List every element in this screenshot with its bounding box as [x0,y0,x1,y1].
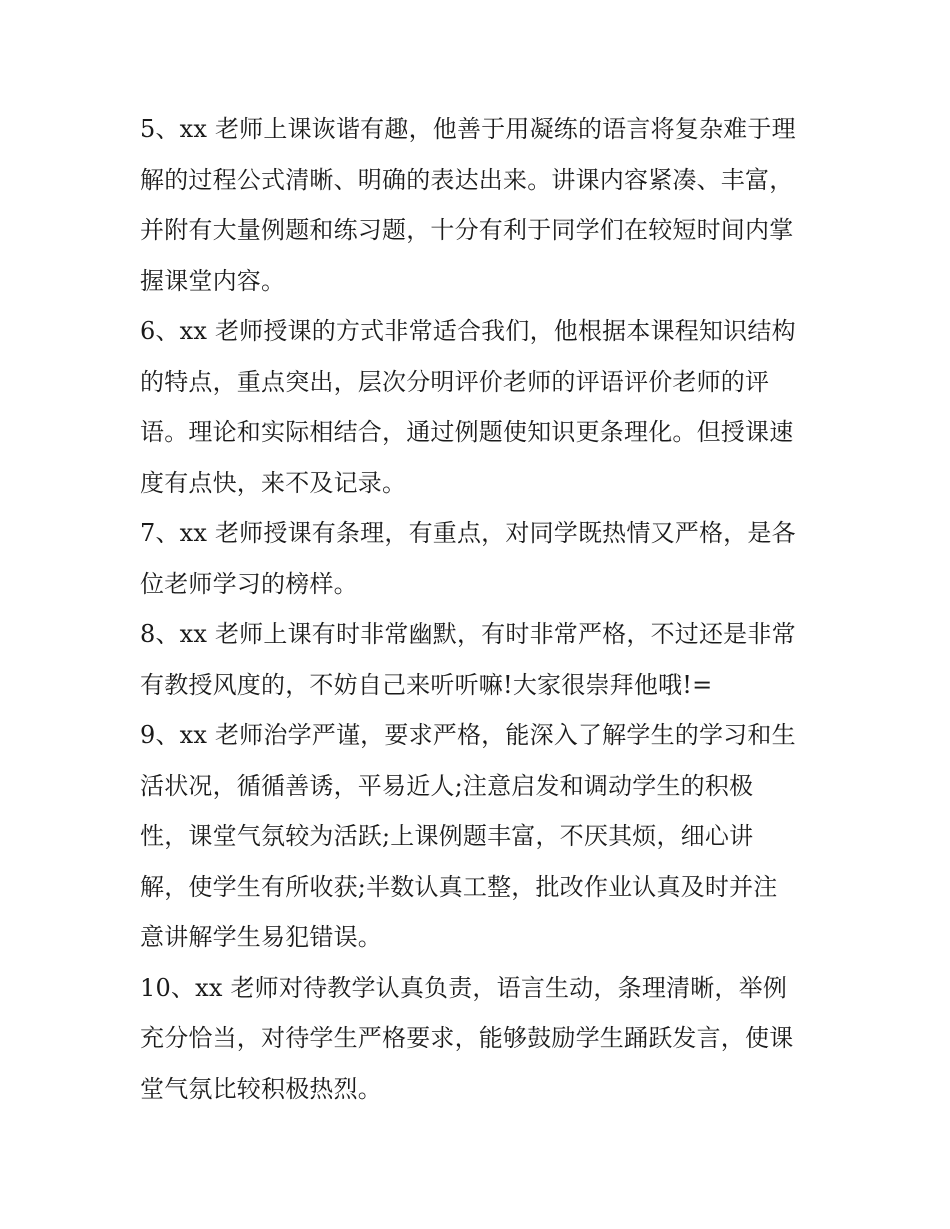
text-line: 10、xx 老师对待教学认真负责，语言生动，条理清晰，举例 [140,973,788,1002]
text-line: 解的过程公式清晰、明确的表达出来。讲课内容紧凑、丰富， [140,165,794,194]
document-body [140,104,820,1114]
paragraph-9 [140,710,820,963]
text-line: 有教授风度的，不妨自己来听听嘛!大家很崇拜他哦!= [140,670,713,699]
text-line: 8、xx 老师上课有时非常幽默，有时非常严格，不过还是非常 [140,620,796,648]
text-line: 语。理论和实际相结合，通过例题使知识更条理化。但授课速 [140,418,794,446]
paragraph-7 [140,508,820,609]
text-line: 度有点快，来不及记录。 [140,468,407,497]
text-line: 9、xx 老师治学严谨，要求严格，能深入了解学生的学习和生 [140,721,796,749]
text-line: 7、xx 老师授课有条理，有重点，对同学既热情又严格，是各 [140,519,796,547]
text-line: 解，使学生有所收获;半数认真工整，批改作业认真及时并注 [140,872,778,901]
text-line: 位老师学习的榜样。 [140,569,358,598]
text-line: 意讲解学生易犯错误。 [140,923,382,951]
text-line: 充分恰当，对待学生严格要求，能够鼓励学生踊跃发言，使课 [140,1024,794,1052]
paragraph-6 [140,306,820,508]
text-line: 活状况，循循善诱，平易近人;注意启发和调动学生的积极 [140,771,754,800]
text-line: 的特点，重点突出，层次分明评价老师的评语评价老师的评 [140,367,770,396]
text-line: 6、xx 老师授课的方式非常适合我们，他根据本课程知识结构 [140,317,796,345]
paragraph-10 [140,963,820,1115]
text-line: 5、xx 老师上课诙谐有趣，他善于用凝练的语言将复杂难于理 [140,115,796,143]
text-line: 堂气氛比较积极热烈。 [140,1074,382,1103]
text-line: 握课堂内容。 [140,266,286,295]
paragraph-5 [140,104,820,306]
text-line: 性，课堂气氛较为活跃;上课例题丰富，不厌其烦，细心讲 [140,822,754,850]
paragraph-8 [140,609,820,710]
text-line: 并附有大量例题和练习题，十分有利于同学们在较短时间内掌 [140,216,794,244]
